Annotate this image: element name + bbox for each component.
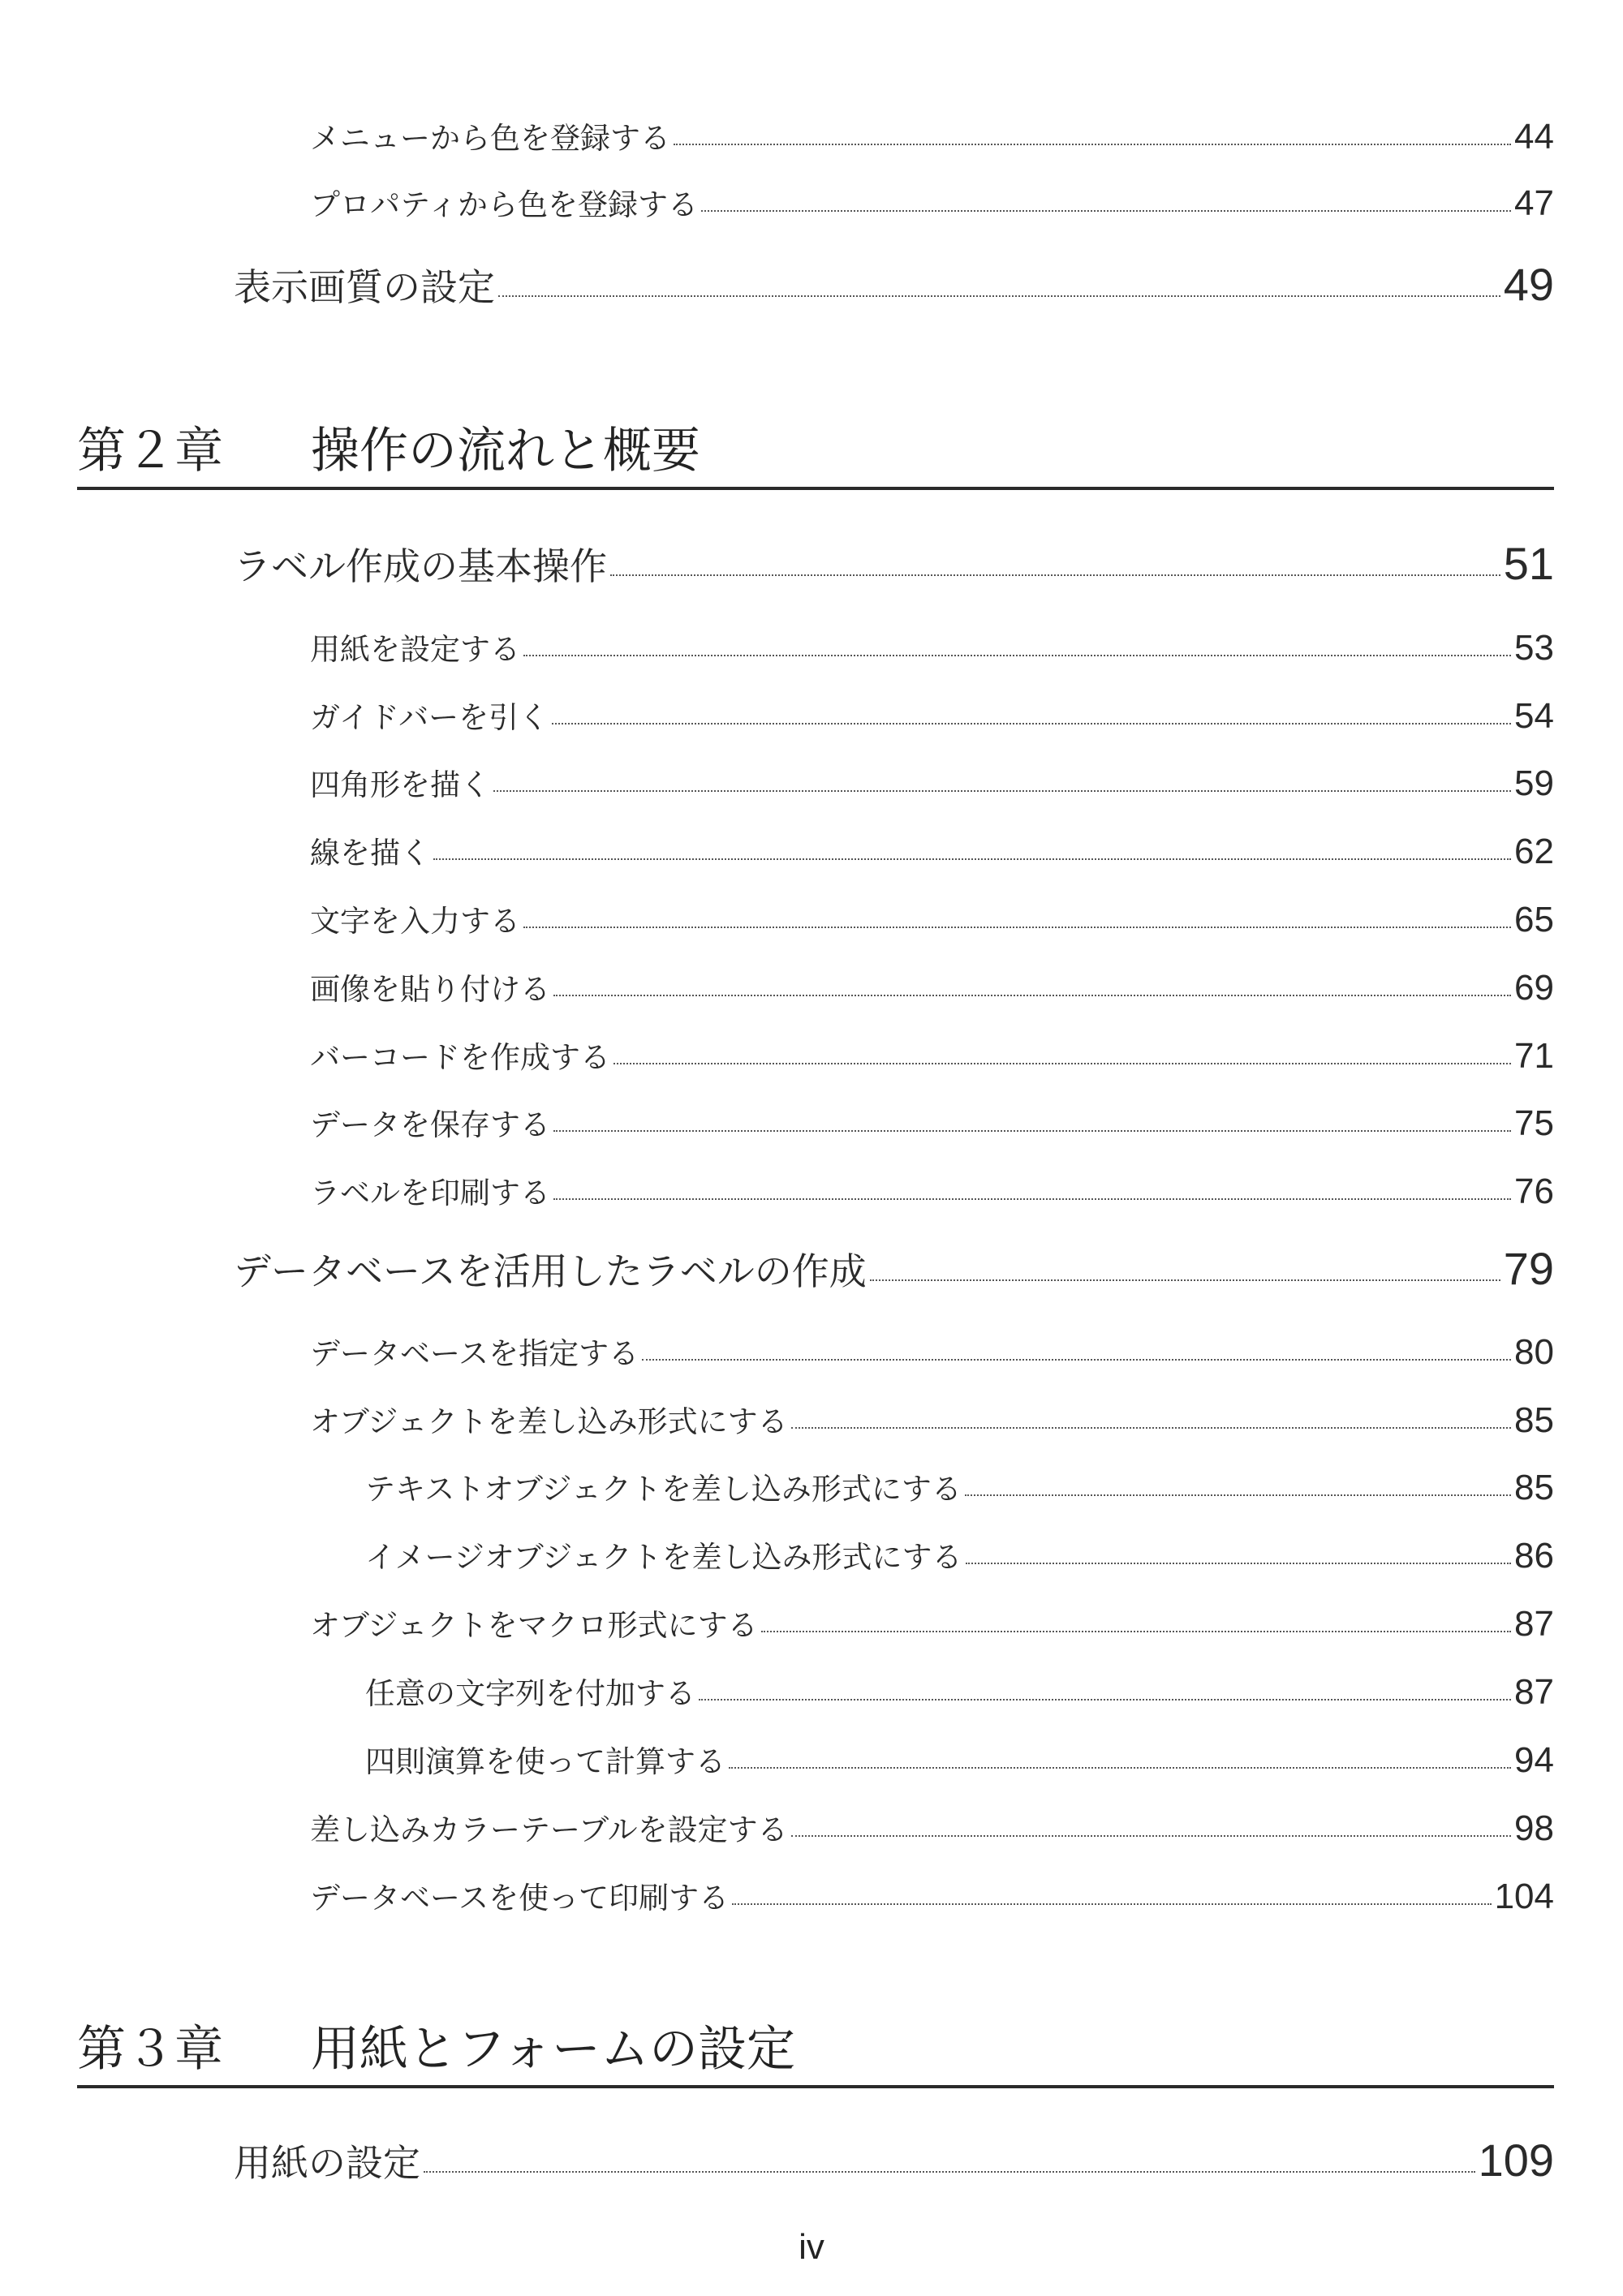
dot-leader (523, 927, 1511, 928)
toc-entry-page: 47 (1514, 183, 1554, 223)
dot-leader (729, 1767, 1511, 1769)
toc-entry-page: 86 (1514, 1536, 1554, 1576)
dot-leader (965, 1494, 1511, 1496)
toc-entry-page: 98 (1514, 1808, 1554, 1848)
toc-entry-title: 四則演算を使って計算する (365, 1744, 725, 1779)
dot-leader (966, 1563, 1511, 1564)
toc-entry-title: 画像を貼り付ける (310, 972, 550, 1007)
dot-leader (642, 1359, 1511, 1361)
toc-entry-page: 71 (1514, 1036, 1554, 1076)
dot-leader (613, 1063, 1511, 1064)
toc-entry-title: プロパティから色を登録する (310, 187, 699, 222)
toc-entry-page: 59 (1514, 763, 1554, 803)
toc-entry-title: ラベルを印刷する (310, 1176, 550, 1210)
toc-entry-title: ラベル作成の基本操作 (234, 544, 607, 588)
toc-entry-title: 用紙の設定 (234, 2141, 420, 2185)
dot-leader (761, 1631, 1511, 1632)
toc-entry-title: データベースを使って印刷する (310, 1881, 730, 1915)
toc-entry-page: 76 (1514, 1172, 1554, 1211)
dot-leader (553, 1130, 1511, 1132)
toc-entry[interactable] (310, 180, 1554, 221)
toc-entry-page: 53 (1514, 628, 1554, 668)
toc-entry-page: 85 (1514, 1400, 1554, 1440)
toc-entry[interactable] (365, 1464, 1554, 1505)
toc-entry-page: 85 (1514, 1468, 1554, 1507)
dot-leader (493, 790, 1511, 792)
toc-entry-page: 104 (1494, 1877, 1554, 1916)
dot-leader (523, 655, 1511, 656)
dot-leader (433, 858, 1511, 860)
toc-entry[interactable] (310, 1329, 1554, 1372)
toc-entry[interactable] (310, 1805, 1554, 1846)
toc-entry-page: 94 (1514, 1740, 1554, 1780)
toc-entry-page: 62 (1514, 832, 1554, 871)
toc-entry-page: 87 (1514, 1604, 1554, 1644)
toc-entry-title: 差し込みカラーテーブルを設定する (310, 1812, 788, 1847)
toc-entry[interactable] (310, 760, 1554, 801)
toc-entry[interactable] (365, 1533, 1554, 1576)
toc-entry-title: 表示画質の設定 (234, 265, 495, 309)
toc-entry-page: 44 (1514, 117, 1554, 157)
toc-entry-title: オブジェクトを差し込み形式にする (310, 1404, 788, 1439)
dot-leader (498, 295, 1500, 297)
dot-leader (610, 574, 1500, 576)
toc-entry-title: バーコードを作成する (310, 1040, 610, 1075)
toc-entry[interactable] (365, 1737, 1554, 1778)
toc-entry[interactable] (310, 114, 1554, 157)
toc-entry[interactable] (310, 1100, 1554, 1141)
toc-entry-page: 109 (1478, 2135, 1554, 2186)
toc-entry-title: 四角形を描く (310, 767, 490, 802)
dot-leader (701, 210, 1511, 212)
dot-leader (674, 144, 1511, 145)
toc-entry-title: オブジェクトをマクロ形式にする (310, 1608, 758, 1643)
toc-entry-page: 65 (1514, 900, 1554, 939)
toc-entry-title: データベースを指定する (310, 1336, 639, 1371)
toc-entry-title: メニューから色を登録する (310, 121, 670, 156)
dot-leader (699, 1699, 1511, 1701)
toc-entry-title: 任意の文字列を付加する (365, 1676, 695, 1711)
toc-entry[interactable] (234, 2134, 1554, 2186)
toc-entry[interactable] (234, 1242, 1554, 1294)
toc-entry[interactable] (310, 1873, 1554, 1914)
dot-leader (791, 1427, 1511, 1429)
toc-entry-title: 用紙を設定する (310, 632, 520, 667)
toc-entry[interactable] (234, 258, 1554, 310)
toc-entry-title: 線を描く (310, 836, 430, 871)
toc-entry[interactable] (310, 693, 1554, 736)
toc-entry-title: ガイドバーを引く (310, 700, 549, 735)
toc-entry[interactable] (310, 1168, 1554, 1209)
dot-leader (424, 2171, 1475, 2173)
toc-entry-title: テキストオブジェクトを差し込み形式にする (365, 1472, 962, 1507)
toc-entry-page: 69 (1514, 968, 1554, 1008)
toc-entry-title: 文字を入力する (310, 904, 520, 939)
dot-leader (552, 723, 1511, 724)
toc-entry[interactable] (310, 965, 1554, 1008)
toc-entry[interactable] (234, 537, 1554, 589)
dot-leader (553, 995, 1511, 996)
toc-entry-page: 75 (1514, 1103, 1554, 1143)
toc-entry[interactable] (310, 625, 1554, 668)
toc-entry[interactable] (310, 896, 1554, 937)
toc-entry-page: 80 (1514, 1332, 1554, 1372)
toc-entry-page: 54 (1514, 696, 1554, 736)
toc-entry[interactable] (310, 828, 1554, 869)
chapter-heading (77, 2012, 1554, 2088)
toc-entry[interactable] (310, 1397, 1554, 1438)
dot-leader (791, 1835, 1511, 1837)
toc-entry-page: 87 (1514, 1672, 1554, 1712)
toc-entry-title: データを保存する (310, 1107, 550, 1142)
toc-entry[interactable] (310, 1601, 1554, 1644)
chapter-number: 第２章 (77, 423, 223, 479)
chapter-title: 操作の流れと概要 (311, 423, 700, 479)
page-number: iv (799, 2227, 824, 2267)
toc-entry-page: 49 (1503, 259, 1554, 310)
toc-entry[interactable] (310, 1033, 1554, 1076)
dot-leader (870, 1279, 1500, 1281)
toc-entry-title: イメージオブジェクトを差し込み形式にする (365, 1540, 962, 1575)
dot-leader (732, 1903, 1491, 1905)
toc-entry[interactable] (365, 1669, 1554, 1712)
chapter-heading (77, 414, 1554, 490)
toc-entry-page: 51 (1503, 538, 1554, 589)
dot-leader (553, 1198, 1511, 1200)
chapter-number: 第３章 (77, 2021, 223, 2078)
toc-entry-page: 79 (1503, 1243, 1554, 1294)
chapter-title: 用紙とフォームの設定 (311, 2021, 795, 2078)
toc-entry-title: データベースを活用したラベルの作成 (234, 1249, 867, 1293)
